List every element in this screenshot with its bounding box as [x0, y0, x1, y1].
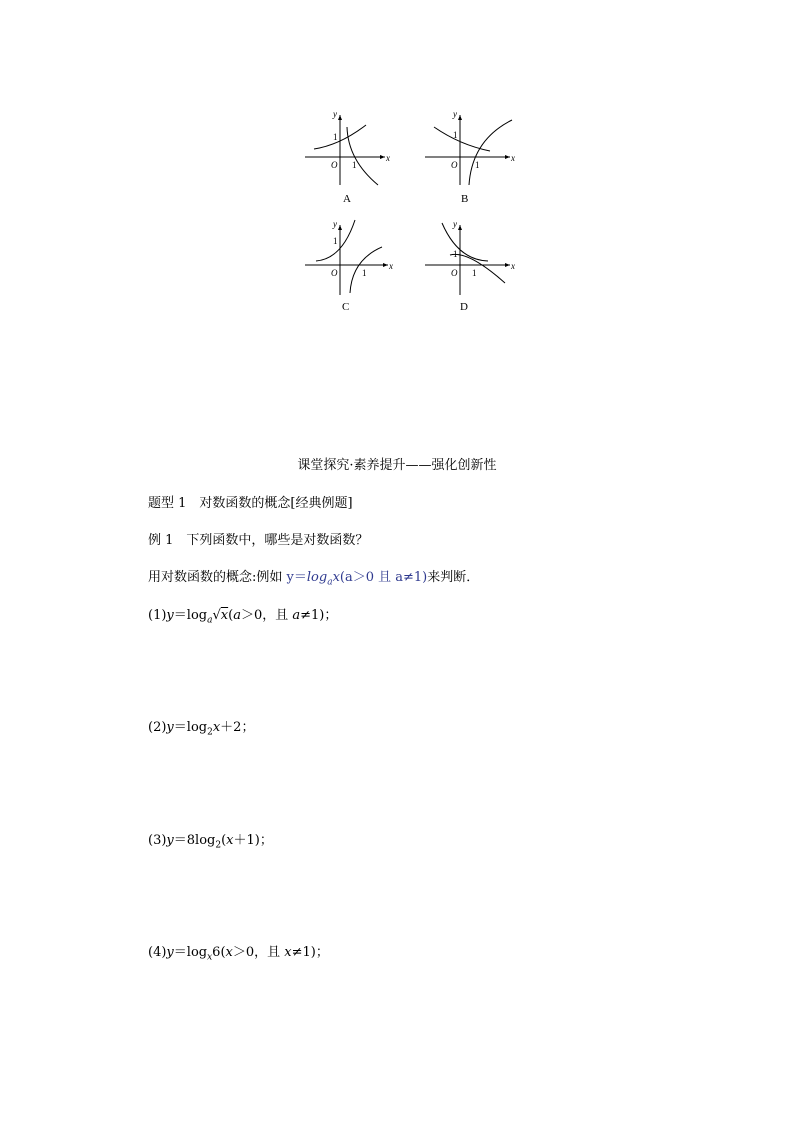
item-number: (3) [148, 833, 167, 848]
graph-a [300, 105, 400, 205]
label-y: y [333, 109, 337, 119]
item-six: 6( [212, 945, 226, 960]
item-number: (1) [148, 608, 167, 623]
y-arrow [458, 225, 462, 230]
item-eq: ＝log [173, 720, 208, 735]
y-arrow [338, 225, 342, 230]
item-arg: x [212, 720, 221, 735]
label-x: x [511, 261, 515, 271]
label-one-x: 1 [362, 268, 367, 278]
item-y: y [166, 608, 174, 623]
x-arrow [383, 263, 388, 267]
hint-formula-y: y＝ [286, 570, 307, 585]
graph-a-plot [300, 105, 400, 190]
item-rest: ＋1)； [233, 833, 273, 848]
label-one-x: 1 [472, 268, 477, 278]
list-item [148, 716, 254, 738]
graph-d-plot [420, 215, 520, 300]
label-one-y: 1 [333, 236, 338, 246]
graph-d [420, 215, 520, 313]
x-arrow [380, 155, 385, 159]
label-origin: O [451, 268, 458, 278]
curve-log [450, 254, 505, 283]
hint-prefix: 用对数函数的概念:例如 [148, 570, 287, 585]
label-origin: O [331, 268, 338, 278]
graph-c-plot [300, 215, 400, 300]
item-arg: x [226, 833, 234, 848]
item-y: y [166, 945, 174, 960]
label-y: y [453, 219, 457, 229]
label-one-y: 1 [333, 132, 338, 142]
curve-log [469, 120, 512, 185]
item-eq: ＝log [173, 945, 208, 960]
item-base: a [207, 615, 213, 626]
item-eq: ＝8log [173, 833, 216, 848]
sqrt-symbol: √ [212, 608, 221, 623]
label-y: y [333, 219, 337, 229]
label-y: y [453, 109, 457, 119]
hint-suffix: 来判断． [427, 570, 480, 585]
hint-formula [286, 570, 428, 588]
item-y: y [166, 833, 174, 848]
example-question: 例 1 下列函数中，哪些是对数函数？ [148, 533, 369, 548]
item-y: y [166, 720, 174, 735]
item-arg: x [220, 608, 229, 623]
section-title: 课堂探究·素养提升——强化创新性 [297, 458, 497, 473]
figure-options [290, 100, 530, 320]
label-origin: O [451, 160, 458, 170]
list-item [148, 604, 337, 626]
list-item [148, 829, 273, 851]
item-eq: ＝log [173, 608, 208, 623]
label-one-y: 1 [453, 130, 458, 140]
graph-b [420, 105, 520, 205]
item-cond-mid: ＞0，且 [240, 608, 293, 623]
hint-formula-arg: x [332, 570, 340, 585]
item-rest: ＋2； [220, 720, 255, 735]
item-cond-mid: ＞0，且 [232, 945, 285, 960]
y-arrow [338, 115, 342, 120]
hint-formula-log: log [306, 570, 328, 585]
label-one-x: 1 [475, 160, 480, 170]
item-cond-end: ≠1)； [300, 608, 338, 623]
hint-formula-cond: (a＞0 且 a≠1) [339, 570, 428, 585]
item-number: (4) [148, 945, 167, 960]
graph-c-label: C [342, 301, 350, 313]
label-origin: O [331, 160, 338, 170]
item-a1: a [233, 608, 241, 623]
graph-d-label: D [460, 301, 468, 313]
hint-line [148, 566, 479, 588]
item-open: ( [221, 833, 227, 848]
item-x2: x [284, 945, 292, 960]
curve-exp [442, 223, 488, 261]
item-cond-open: ( [228, 608, 234, 623]
item-base: x [207, 952, 213, 963]
graph-a-label: A [343, 193, 351, 205]
graph-c [300, 215, 400, 313]
label-one-y: 1 [453, 249, 458, 259]
curve-exp [434, 127, 490, 151]
item-base: 2 [215, 840, 222, 851]
x-arrow [505, 263, 510, 267]
y-arrow [458, 115, 462, 120]
item-cond-end: ≠1)； [291, 945, 329, 960]
item-base: 2 [207, 727, 213, 738]
curve-log [347, 127, 378, 185]
graph-b-plot [420, 105, 520, 190]
label-one-x: 1 [352, 160, 357, 170]
x-arrow [505, 155, 510, 159]
hint-formula-base: a [327, 577, 333, 588]
label-x: x [389, 261, 393, 271]
topic-heading: 题型 1 对数函数的概念[经典例题] [148, 496, 353, 511]
item-number: (2) [148, 720, 167, 735]
item-a2: a [292, 608, 301, 623]
graph-b-label: B [461, 193, 469, 205]
label-x: x [511, 153, 515, 163]
label-x: x [386, 153, 390, 163]
item-x1: x [225, 945, 233, 960]
list-item [148, 941, 329, 963]
